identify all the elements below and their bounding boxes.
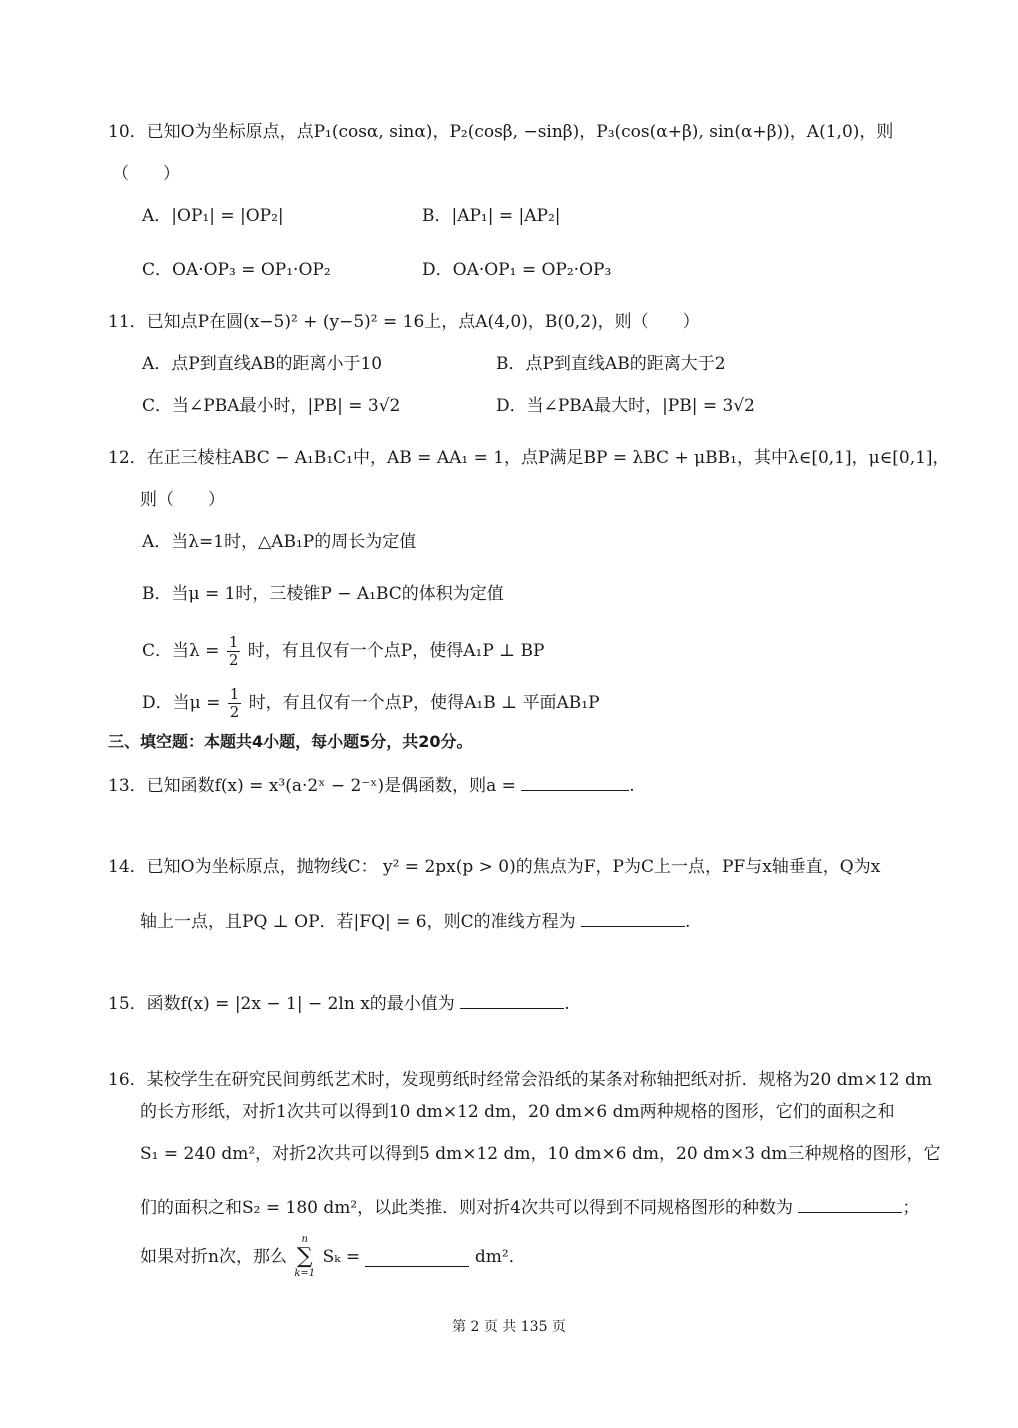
q12-stem: 12．在正三棱柱ABC − A₁B₁C₁中，AB = AA₁ = 1，点P满足BP = λBC + μBB₁，其中λ∈[0,1]，μ∈[0,1]，	[108, 448, 950, 468]
q10-option-b: B．|AP₁| = |AP₂|	[422, 206, 561, 226]
q11-option-c: C．当∠PBA最小时，|PB| = 3√2	[142, 396, 401, 416]
q13-text: 13．已知函数f(x) = x³(a·2ˣ − 2⁻ˣ)是偶函数，则a =	[108, 776, 516, 796]
section-heading: 三、填空题：本题共4小题，每小题5分，共20分。	[108, 732, 473, 751]
fraction-numerator: 1	[228, 633, 239, 651]
q12-option-d-prefix: D．当μ =	[142, 693, 221, 713]
q16-line1: 16．某校学生在研究民间剪纸艺术时，发现剪纸时经常会沿纸的某条对称轴把纸对折．规格为20 dm×12 dm	[108, 1070, 932, 1090]
q11-option-d: D．当∠PBA最大时，|PB| = 3√2	[496, 396, 755, 416]
q10-paren: （ ）	[112, 164, 180, 184]
answer-blank[interactable]	[798, 1194, 902, 1213]
q12-option-b: B．当μ = 1时，三棱锥P − A₁BC的体积为定值	[142, 584, 504, 604]
unit: dm²．	[474, 1247, 526, 1267]
summation-term: Sₖ =	[322, 1247, 361, 1267]
answer-blank[interactable]	[460, 990, 564, 1009]
fraction-denominator: 2	[228, 651, 239, 669]
q12-option-d	[142, 686, 600, 721]
q12-option-a: A．当λ=1时，△AB₁P的周长为定值	[142, 532, 417, 552]
q16-line3: S₁ = 240 dm²，对折2次共可以得到5 dm×12 dm，10 dm×6 dm，20 dm×3 dm三种规格的图形，它	[140, 1144, 941, 1164]
q16-line2: 的长方形纸，对折1次共可以得到10 dm×12 dm，20 dm×6 dm两种规格的图形，它们的面积之和	[140, 1102, 895, 1122]
summation	[294, 1234, 315, 1280]
q15-end: .	[564, 994, 570, 1014]
q13-end: .	[629, 776, 635, 796]
q11-stem: 11．已知点P在圆(x−5)² + (y−5)² = 16上，点A(4,0)，B(0,2)，则（ ）	[108, 312, 700, 332]
q12-option-c	[142, 634, 545, 669]
q15	[108, 990, 570, 1016]
q14-line2	[140, 908, 690, 934]
q16-line4	[140, 1194, 919, 1220]
answer-blank[interactable]	[521, 772, 629, 791]
q16-line5	[140, 1234, 526, 1280]
q14-text: 轴上一点，且PQ ⊥ OP．若|FQ| = 6，则C的准线方程为	[140, 912, 576, 932]
fraction-numerator: 1	[229, 685, 240, 703]
q10-option-d: D．OA·OP₁ = OP₂·OP₃	[422, 260, 612, 280]
answer-blank[interactable]	[365, 1248, 469, 1267]
q12-stem-continued: 则（ ）	[140, 490, 225, 510]
fraction-one-half	[227, 634, 241, 669]
q11-option-b: B．点P到直线AB的距离大于2	[496, 354, 726, 374]
q16-text: 们的面积之和S₂ = 180 dm²，以此类推．则对折4次共可以得到不同规格图形的种数为	[140, 1198, 793, 1218]
page-footer: 第 2 页 共 135 页	[452, 1319, 566, 1335]
q12-option-d-suffix: 时，有且仅有一个点P，使得A₁B ⊥ 平面AB₁P	[248, 693, 600, 713]
q14-end: .	[685, 912, 691, 932]
q10-stem: 10．已知O为坐标原点，点P₁(cosα, sinα)，P₂(cosβ, −sinβ)，P₃(cos(α+β), sin(α+β))，A(1,0)，则	[108, 122, 894, 142]
q15-text: 15．函数f(x) = |2x − 1| − 2ln x的最小值为	[108, 994, 455, 1014]
q11-option-a: A．点P到直线AB的距离小于10	[142, 354, 383, 374]
q14-line1: 14．已知O为坐标原点，抛物线C： y² = 2px(p > 0)的焦点为F，P为C上一点，PF与x轴垂直，Q为x	[108, 857, 881, 877]
fraction-denominator: 2	[229, 703, 240, 721]
q13	[108, 772, 635, 798]
q16-line5-text: 如果对折n次，那么	[140, 1247, 287, 1267]
fraction-one-half	[228, 686, 242, 721]
summation-sign: ∑	[296, 1244, 313, 1269]
q10-option-c: C．OA·OP₃ = OP₁·OP₂	[142, 260, 331, 280]
q12-option-c-suffix: 时，有且仅有一个点P，使得A₁P ⊥ BP	[247, 641, 545, 661]
summation-upper: n	[301, 1234, 308, 1245]
q16-semicolon: ；	[902, 1198, 920, 1218]
q10-option-a: A．|OP₁| = |OP₂|	[142, 206, 284, 226]
q12-option-c-prefix: C．当λ =	[142, 641, 220, 661]
summation-lower: k=1	[294, 1268, 316, 1279]
answer-blank[interactable]	[581, 908, 685, 927]
